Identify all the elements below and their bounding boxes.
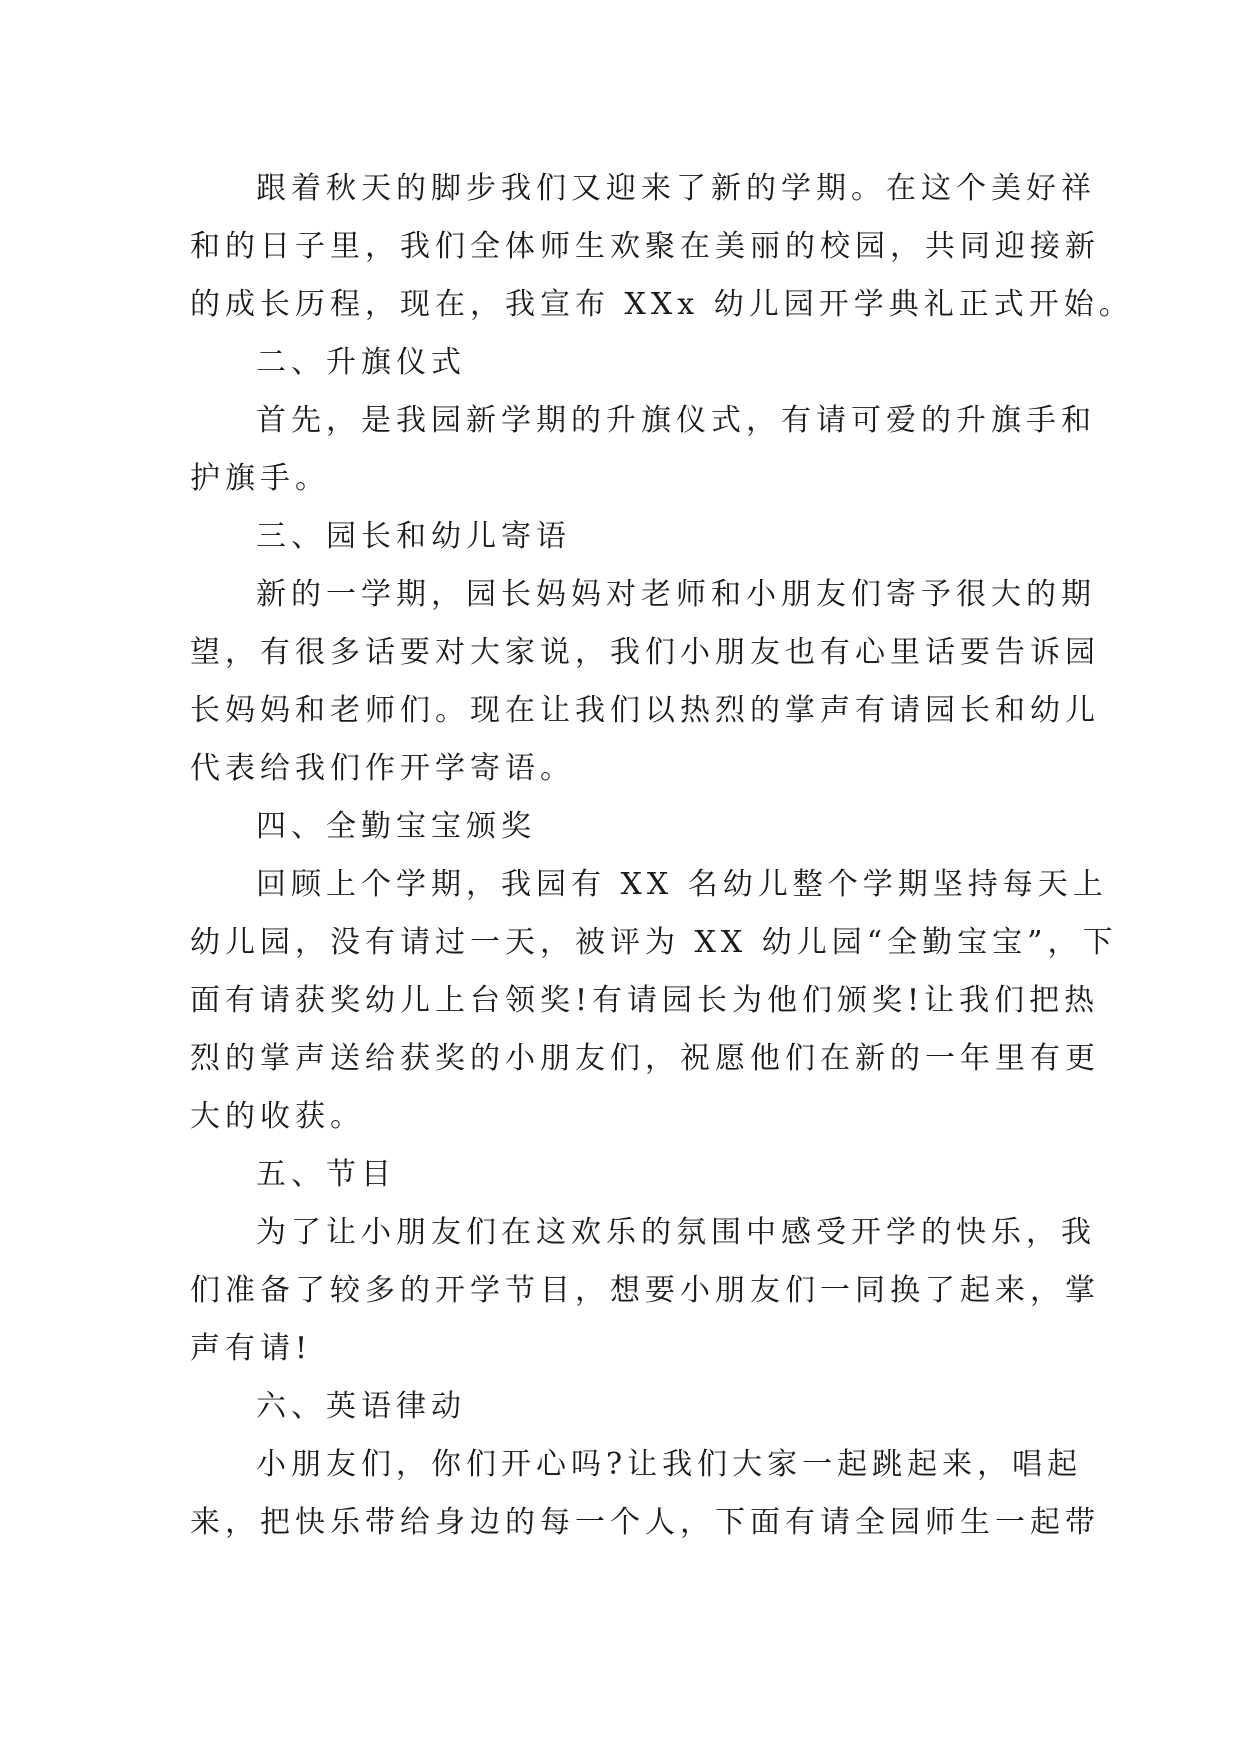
text-line: 跟着秋天的脚步我们又迎来了新的学期。在这个美好祥 bbox=[256, 171, 1096, 206]
text-line: 声有请! bbox=[190, 1331, 313, 1366]
text-line: 和的日子里，我们全体师生欢聚在美丽的校园，共同迎接新 bbox=[190, 229, 1100, 264]
text-line: 新的一学期，园长妈妈对老师和小朋友们寄予很大的期 bbox=[256, 577, 1096, 612]
document-body bbox=[190, 160, 1134, 1552]
text-line: 首先，是我园新学期的升旗仪式，有请可爱的升旗手和 bbox=[256, 403, 1096, 438]
text-line: 回顾上个学期，我园有 XX 名幼儿整个学期坚持每天上 bbox=[256, 867, 1108, 902]
text-line: 为了让小朋友们在这欢乐的氛围中感受开学的快乐，我 bbox=[256, 1215, 1096, 1250]
text-line: 三、园长和幼儿寄语 bbox=[256, 519, 571, 554]
text-line: 代表给我们作开学寄语。 bbox=[190, 751, 575, 786]
text-line: 护旗手。 bbox=[190, 461, 330, 496]
text-line: 来，把快乐带给身边的每一个人，下面有请全园师生一起带 bbox=[190, 1505, 1100, 1540]
text-line: 望，有很多话要对大家说，我们小朋友也有心里话要告诉园 bbox=[190, 635, 1100, 670]
text-line: 幼儿园，没有请过一天，被评为 XX 幼儿园“全勤宝宝”，下 bbox=[190, 925, 1118, 960]
text-line: 烈的掌声送给获奖的小朋友们，祝愿他们在新的一年里有更 bbox=[190, 1041, 1100, 1076]
text-line: 四、全勤宝宝颁奖 bbox=[256, 809, 536, 844]
text-line: 的成长历程，现在，我宣布 XXx 幼儿园开学典礼正式开始。 bbox=[190, 287, 1134, 322]
text-line: 们准备了较多的开学节目，想要小朋友们一同换了起来，掌 bbox=[190, 1273, 1100, 1308]
text-line: 二、升旗仪式 bbox=[256, 345, 466, 380]
text-line: 六、英语律动 bbox=[256, 1389, 466, 1424]
text-line: 长妈妈和老师们。现在让我们以热烈的掌声有请园长和幼儿 bbox=[190, 693, 1100, 728]
text-line: 五、节目 bbox=[256, 1157, 396, 1192]
text-line: 大的收获。 bbox=[190, 1099, 365, 1134]
text-line: 小朋友们，你们开心吗?让我们大家一起跳起来，唱起 bbox=[256, 1447, 1083, 1482]
text-line: 面有请获奖幼儿上台领奖!有请园长为他们颁奖!让我们把热 bbox=[190, 983, 1100, 1018]
